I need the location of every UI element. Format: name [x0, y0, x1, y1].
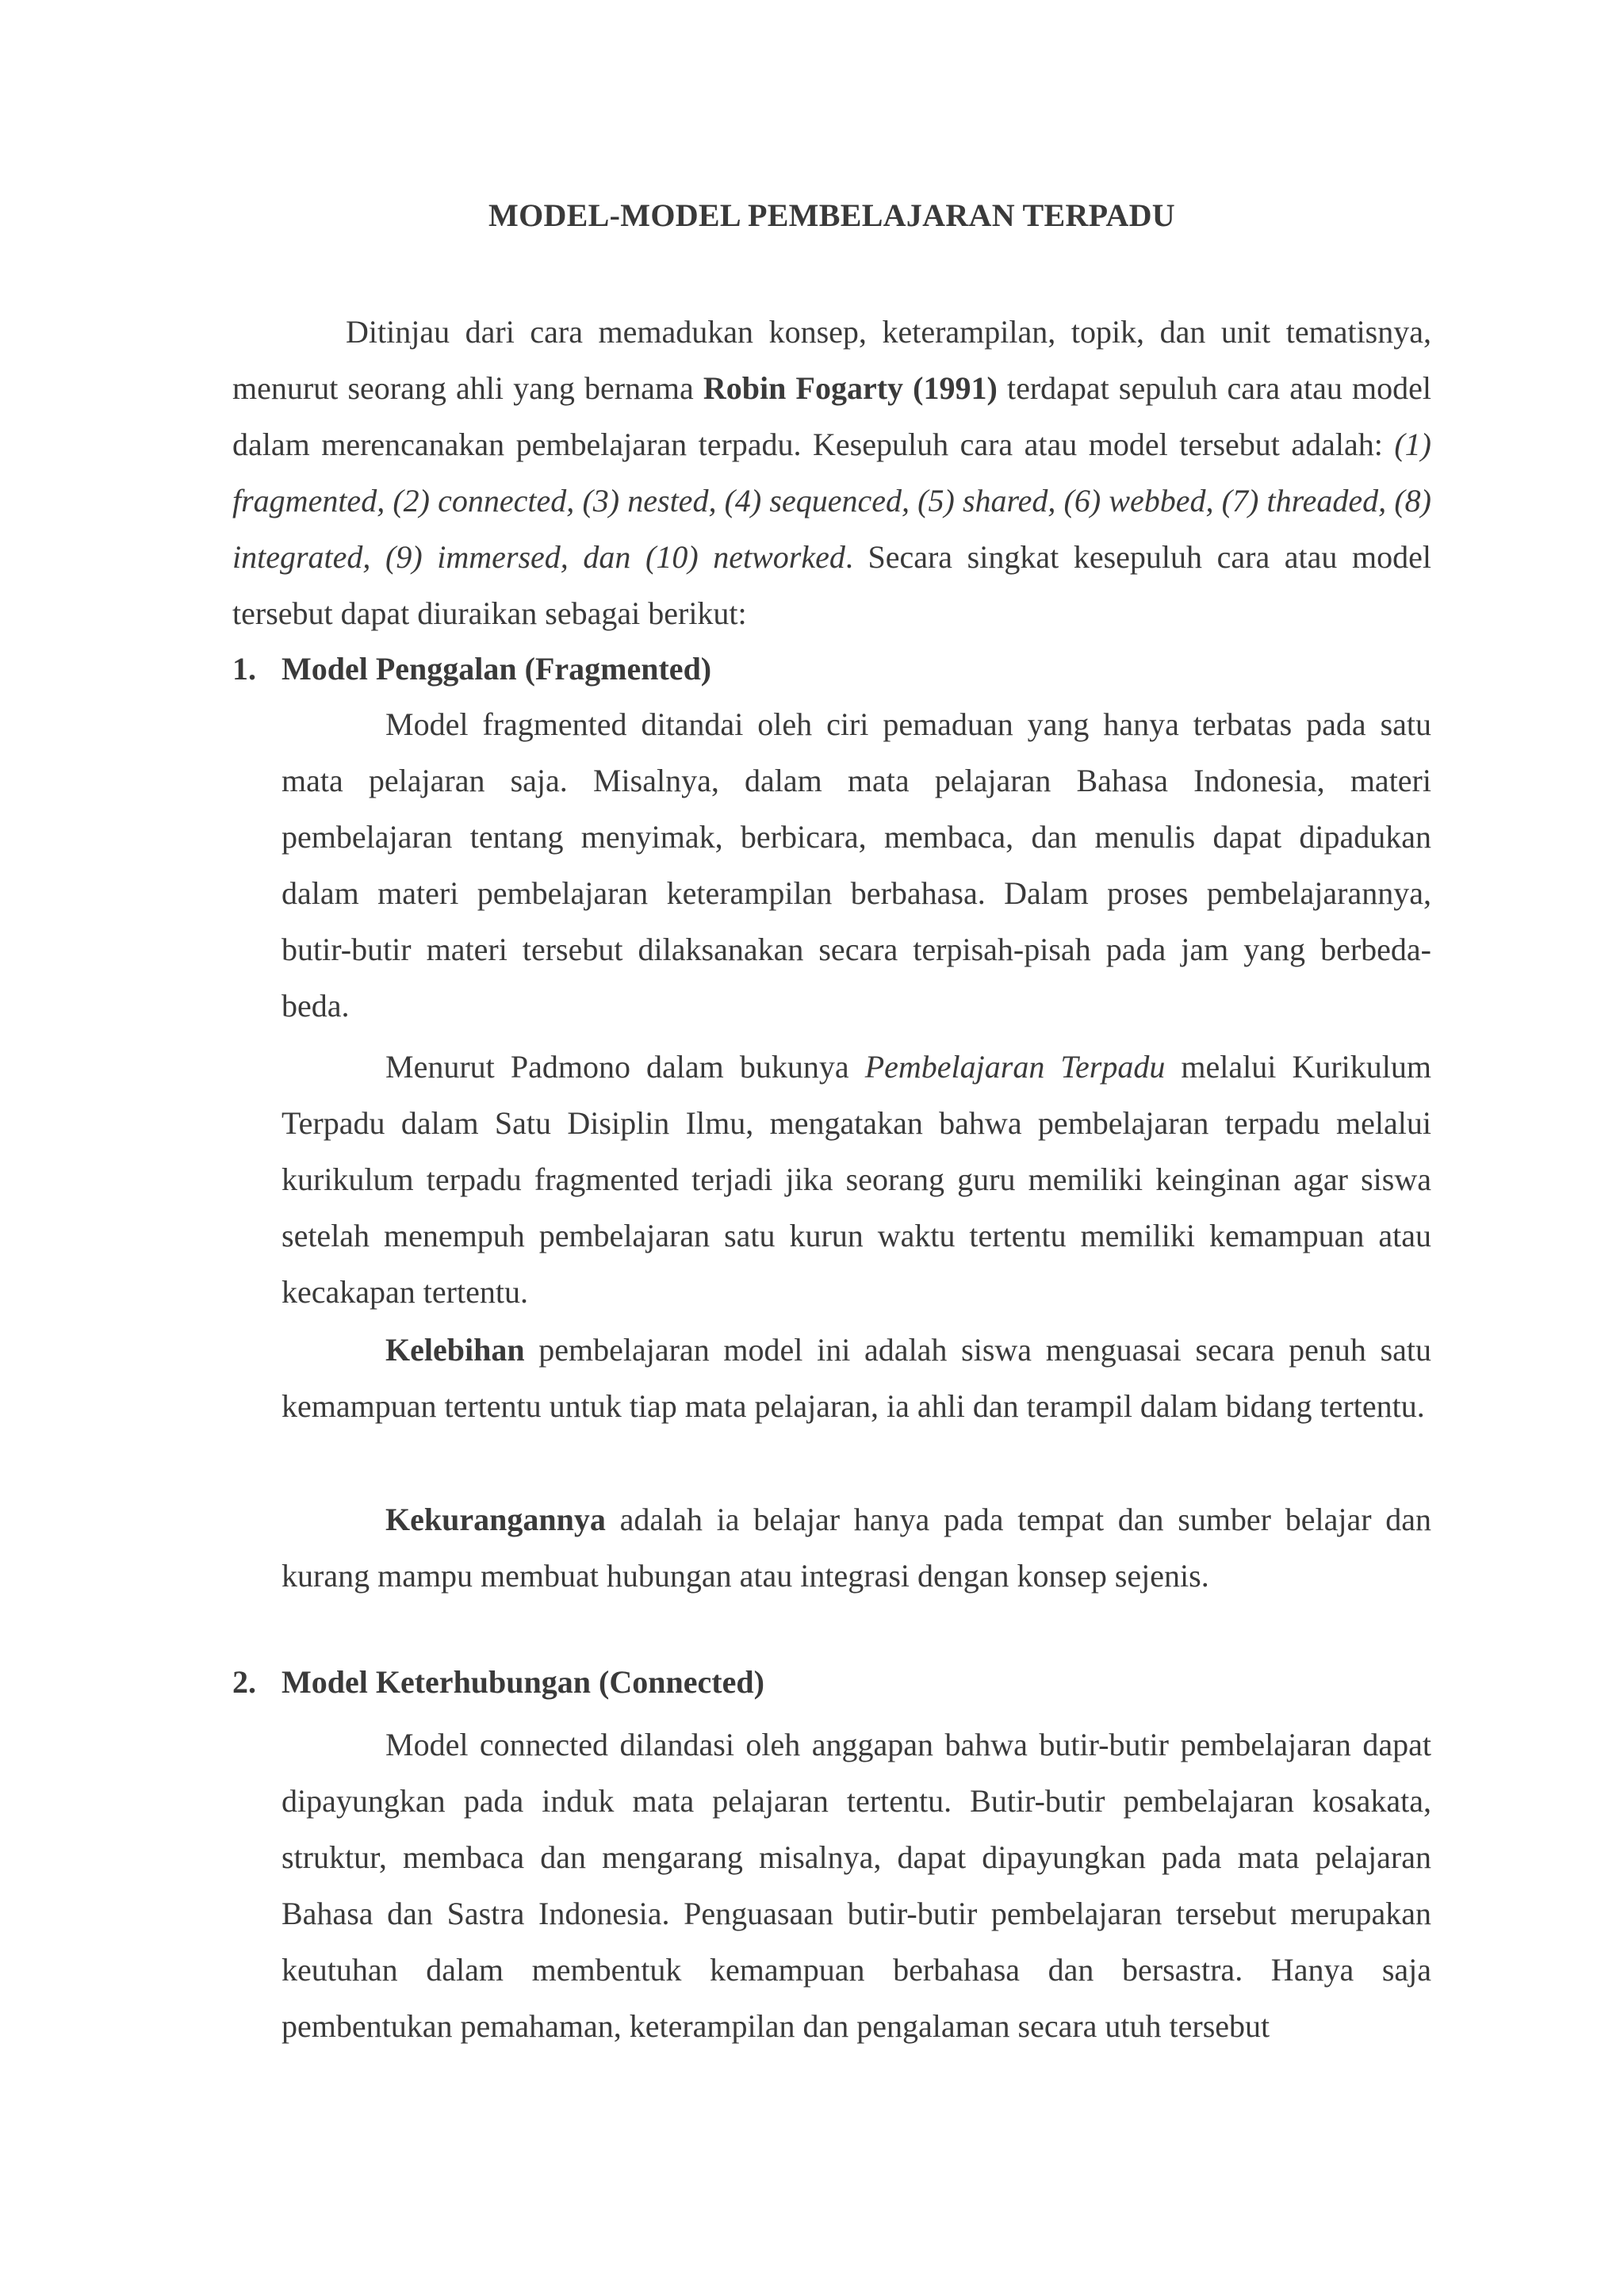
section-1-book-title: Pembelajaran Terpadu: [864, 1049, 1166, 1085]
section-2-paragraph-1: [282, 1716, 1431, 2054]
disadvantage-label: Kekurangannya: [385, 1502, 606, 1537]
section-1-title: Model Penggalan (Fragmented): [282, 651, 712, 687]
section-1-paragraph-3: [282, 1322, 1431, 1434]
intro-author: Robin Fogarty (1991): [703, 370, 998, 406]
section-1-para-2-text-a: Menurut Padmono dalam bukunya: [385, 1049, 865, 1085]
intro-models-list: (1) fragmented, (2) connected, (3) nested, (4) sequenced, (5) shared, (6) webbed, (7) threaded, (8) integrated, (9) immersed, dan (10) networked: [232, 427, 1431, 575]
section-1-para-3-text: pembelajaran model ini adalah siswa menguasai secara penuh satu kemampuan tertentu untuk tiap mata pelajaran, ia ahli dan terampil dalam bidang tertentu.: [282, 1332, 1431, 1424]
section-1-para-2-text-b: melalui Kurikulum Terpadu dalam Satu Disiplin Ilmu, mengatakan bahwa pembelajaran terpadu melalui kurikulum terpadu fragmented terjadi jika seorang guru memiliki keinginan agar siswa setelah menempuh pembelajaran satu kurun waktu tertentu memiliki kemampuan atau kecakapan tertentu.: [282, 1049, 1432, 1310]
section-1-heading: [232, 645, 711, 693]
intro-text-3: . Secara singkat kesepuluh cara atau model tersebut dapat diuraikan sebagai berikut:: [232, 539, 1432, 631]
section-1-number: 1.: [232, 651, 256, 687]
page-title: MODEL-MODEL PEMBELAJARAN TERPADU: [488, 197, 1175, 233]
intro-text-2: terdapat sepuluh cara atau model dalam merencanakan pembelajaran terpadu. Kesepuluh cara atau model tersebut adalah:: [232, 370, 1432, 462]
intro-paragraph: [232, 304, 1431, 641]
section-1-paragraph-4: [282, 1491, 1431, 1604]
section-1-paragraph-1: [282, 696, 1431, 1034]
section-2-para-1-text: Model connected dilandasi oleh anggapan bahwa butir-butir pembelajaran dapat dipayungkan pada induk mata pelajaran tertentu. Butir-butir pembelajaran kosakata, struktur, membaca dan mengarang misalnya, dapat dipayungkan pada mata pelajaran Bahasa dan Sastra Indonesia. Penguasaan butir-butir pembelajaran tersebut merupakan keutuhan dalam membentuk kemampuan berbahasa dan bersastra. Hanya saja pembentukan pemahaman, keterampilan dan pengalaman secara utuh tersebut: [282, 1727, 1431, 2044]
section-2-heading: [232, 1659, 764, 1706]
advantage-label: Kelebihan: [385, 1332, 525, 1368]
section-1-paragraph-2: [282, 1039, 1431, 1320]
section-1-para-4-text: adalah ia belajar hanya pada tempat dan sumber belajar dan kurang mampu membuat hubungan atau integrasi dengan konsep sejenis.: [282, 1502, 1431, 1594]
intro-text-1: Ditinjau dari cara memadukan konsep, keterampilan, topik, dan unit tematisnya, menurut seorang ahli yang bernama: [232, 314, 1431, 406]
section-1-para-1-text: Model fragmented ditandai oleh ciri pemaduan yang hanya terbatas pada satu mata pelajaran saja. Misalnya, dalam mata pelajaran Bahasa Indonesia, materi pembelajaran tentang menyimak, berbicara, membaca, dan menulis dapat dipadukan dalam materi pembelajaran keterampilan berbahasa. Dalam proses pembelajarannya, butir-butir materi tersebut dilaksanakan secara terpisah-pisah pada jam yang berbeda-beda.: [282, 706, 1431, 1024]
section-2-number: 2.: [232, 1664, 256, 1700]
section-2-title: Model Keterhubungan (Connected): [282, 1664, 764, 1700]
